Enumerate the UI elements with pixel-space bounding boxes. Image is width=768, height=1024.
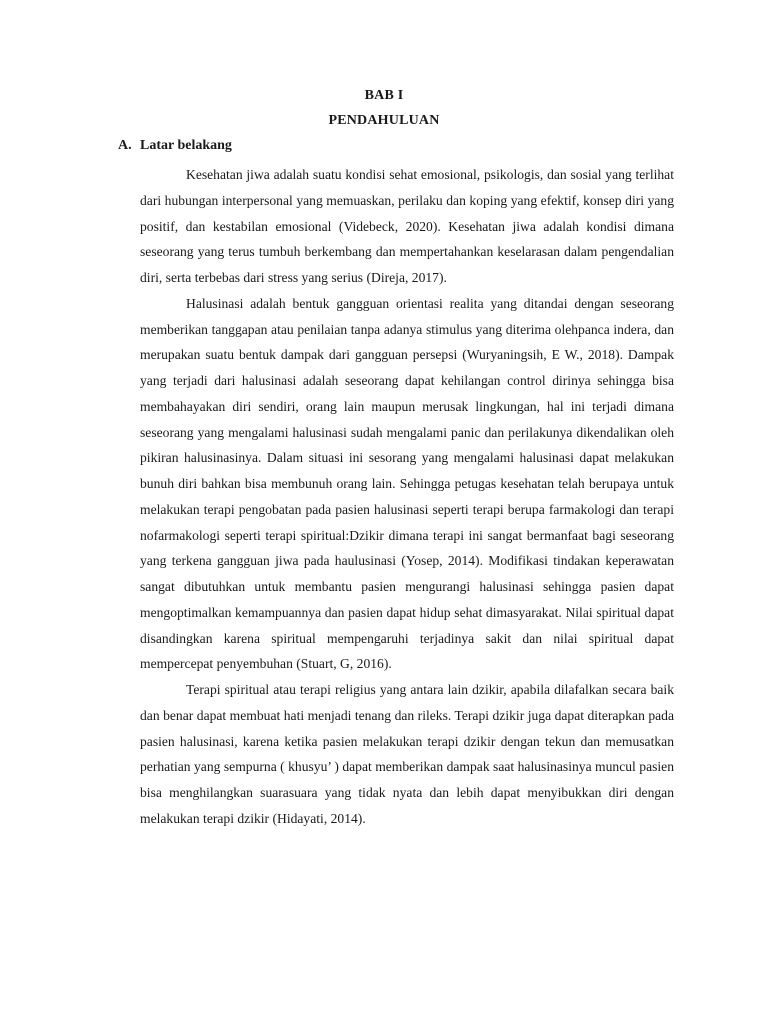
chapter-number: BAB I [364, 88, 404, 103]
paragraph-1: Kesehatan jiwa adalah suatu kondisi sehat emosional, psikologis, dan sosial yang terlihat dari hubungan interpersonal yang memuaskan, perilaku dan koping yang efektif, konsep diri yang positif, dan kestabilan emosional (Videbeck, 2020). Kesehatan jiwa adalah kondisi dimana seseorang yang terus tumbuh berkembang dan mempertahankan keselarasan dalam pengendalian diri, serta terbebas dari stress yang serius (Direja, 2017). [140, 167, 674, 285]
section-letter: A. [118, 138, 132, 153]
paragraph-2: Halusinasi adalah bentuk gangguan orientasi realita yang ditandai dengan seseorang memberikan tanggapan atau penilaian tanpa adanya stimulus yang diterima olehpanca indera, dan merupakan suatu bentuk dampak dari gangguan persepsi (Wuryaningsih, E W., 2018). Dampak yang terjadi dari halusinasi adalah seseorang dapat kehilangan control dirinya sehingga bisa membahayakan diri sendiri, orang lain maupun merusak lingkungan, hal ini terjadi dimana seseorang yang mengalami halusinasi sudah mengalami panic dan perilakunya dikendalikan oleh pikiran halusinasinya. Dalam situasi ini sesorang yang mengalami halusinasi dapat melakukan bunuh diri bahkan bisa membunuh orang lain. Sehingga petugas kesehatan telah berupaya untuk melakukan terapi pengobatan pada pasien halusinasi seperti terapi berupa farmakologi dan terapi nofarmakologi seperti terapi spiritual:Dzikir dimana terapi ini sangat bermanfaat bagi seseorang yang terkena gangguan jiwa pada haulusinasi (Yosep, 2014). Modifikasi tindakan keperawatan sangat dibutuhkan untuk membantu pasien mengurangi halusinasi sehingga pasien dapat mengoptimalkan kemampuannya dan pasien dapat hidup sehat dimasyarakat. Nilai spiritual dapat disandingkan karena spiritual mempengaruhi terjadinya sakit dan nilai spiritual dapat mempercepat penyembuhan (Stuart, G, 2016). [140, 295, 674, 672]
section-title: Latar belakang [140, 138, 232, 153]
chapter-title: PENDAHULUAN [328, 113, 440, 128]
body-text [140, 162, 674, 832]
paragraph-3: Terapi spiritual atau terapi religius yang antara lain dzikir, apabila dilafalkan secara baik dan benar dapat membuat hati menjadi tenang dan rileks. Terapi dzikir juga dapat diterapkan pada pasien halusinasi, karena ketika pasien melakukan terapi dzikir dengan tekun dan memusatkan perhatian yang sempurna ( khusyu’ ) dapat memberikan dampak saat halusinasinya muncul pasien bisa menghilangkan suarasuara yang tidak nyata dan lebih dapat menyibukkan diri dengan melakukan terapi dzikir (Hidayati, 2014). [140, 682, 674, 826]
section-heading [118, 138, 232, 154]
